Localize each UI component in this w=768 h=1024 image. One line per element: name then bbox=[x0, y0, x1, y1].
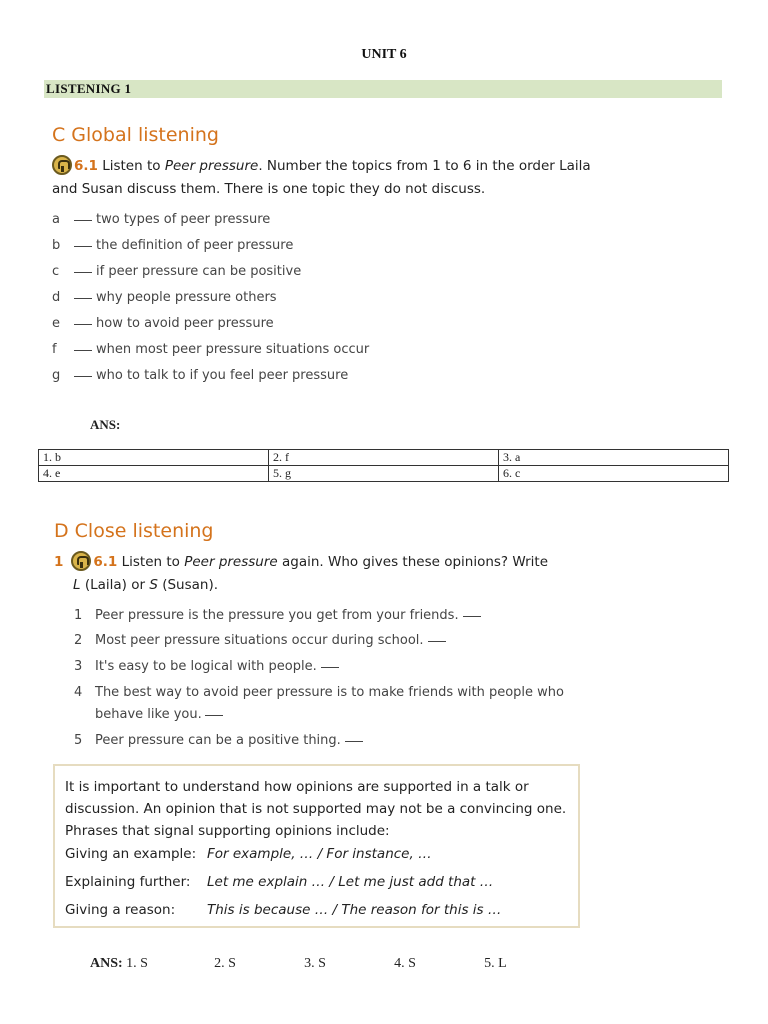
section-band-label: LISTENING 1 bbox=[46, 81, 132, 96]
item-number: 5 bbox=[74, 733, 83, 748]
phrase-example: For example, … / For instance, … bbox=[207, 846, 432, 862]
phrase-row bbox=[65, 874, 493, 890]
phrase-example: This is because … / The reason for this is … bbox=[207, 902, 502, 918]
phrase-row bbox=[65, 846, 432, 862]
answer-blank bbox=[74, 350, 92, 351]
option-text: two types of peer pressure bbox=[96, 212, 271, 227]
option-letter: a bbox=[52, 212, 60, 227]
table-cell: 6. c bbox=[499, 466, 729, 482]
table-cell: 4. e bbox=[39, 466, 269, 482]
close-instructions: 1 6.1 Listen to Peer pressure again. Who gives these opinions? Write L (Laila) or S (Susan). bbox=[54, 551, 654, 597]
answer-blank bbox=[74, 376, 92, 377]
item-number: 1 bbox=[74, 608, 83, 623]
answer-blank bbox=[74, 298, 92, 299]
list-item bbox=[74, 730, 574, 752]
list-item bbox=[52, 238, 293, 253]
option-letter: f bbox=[52, 342, 57, 357]
list-item bbox=[52, 342, 369, 357]
global-instructions: 6.1 Listen to Peer pressure. Number the topics from 1 to 6 in the order Laila and Susan discuss them. There is one topic they do not discuss. bbox=[52, 155, 652, 201]
global-listening-title: C Global listening bbox=[52, 124, 219, 146]
answer-blank bbox=[463, 616, 481, 617]
list-item bbox=[74, 605, 574, 627]
answer-blank bbox=[205, 715, 223, 716]
unit-title: UNIT 6 bbox=[361, 47, 407, 62]
answer-table bbox=[38, 449, 729, 482]
list-item bbox=[52, 368, 348, 383]
table-cell: 1. b bbox=[39, 450, 269, 466]
list-item bbox=[74, 656, 574, 678]
list-item bbox=[52, 290, 277, 305]
list-item bbox=[74, 630, 574, 652]
item-number: 4 bbox=[74, 685, 83, 700]
exercise-number: 1 bbox=[54, 554, 64, 570]
item-number: 2 bbox=[74, 633, 83, 648]
answer-item: 3. S bbox=[304, 956, 326, 971]
list-item bbox=[52, 212, 270, 227]
option-text: how to avoid peer pressure bbox=[96, 316, 274, 331]
list-item bbox=[52, 316, 274, 331]
option-letter: g bbox=[52, 368, 61, 383]
answer-item: 1. S bbox=[126, 956, 148, 971]
option-text: why people pressure others bbox=[96, 290, 277, 305]
list-item bbox=[52, 264, 301, 279]
answer-label: ANS: bbox=[90, 417, 121, 432]
table-row bbox=[39, 450, 729, 466]
item-number: 3 bbox=[74, 659, 83, 674]
option-letter: d bbox=[52, 290, 61, 305]
track-number: 6.1 bbox=[74, 158, 98, 174]
phrase-example: Let me explain … / Let me just add that … bbox=[207, 874, 494, 890]
option-text: if peer pressure can be positive bbox=[96, 264, 302, 279]
item-text: Most peer pressure situations occur during school. bbox=[95, 633, 424, 648]
answer-blank bbox=[428, 641, 446, 642]
track-number: 6.1 bbox=[93, 554, 118, 570]
skill-note-text: It is important to understand how opinions are supported in a talk or discussion. An opinion that is not supported may not be a convincing one. Phrases that signal supporting opinions include: bbox=[65, 779, 567, 839]
list-item bbox=[74, 682, 574, 726]
phrase-label: Giving a reason: bbox=[65, 902, 176, 918]
item-text: Peer pressure is the pressure you get from your friends. bbox=[95, 608, 459, 623]
option-text: who to talk to if you feel peer pressure bbox=[96, 368, 349, 383]
close-listening-title: D Close listening bbox=[54, 520, 214, 542]
answer-blank bbox=[345, 741, 363, 742]
table-cell: 2. f bbox=[269, 450, 499, 466]
answer-item: 4. S bbox=[394, 956, 416, 971]
answer-blank bbox=[74, 220, 92, 221]
option-text: when most peer pressure situations occur bbox=[96, 342, 370, 357]
table-row bbox=[39, 466, 729, 482]
item-text: behave like you. bbox=[95, 707, 202, 722]
item-text: It's easy to be logical with people. bbox=[95, 659, 317, 674]
item-text: Peer pressure can be a positive thing. bbox=[95, 733, 341, 748]
option-text: the definition of peer pressure bbox=[96, 238, 294, 253]
table-cell: 5. g bbox=[269, 466, 499, 482]
answer-blank bbox=[321, 667, 339, 668]
phrase-row bbox=[65, 902, 501, 918]
table-cell: 3. a bbox=[499, 450, 729, 466]
answer-blank bbox=[74, 246, 92, 247]
option-letter: b bbox=[52, 238, 61, 253]
answer-item: 5. L bbox=[484, 956, 507, 971]
close-answers: ANS: 1. S 2. S 3. S 4. S 5. L bbox=[90, 956, 507, 971]
section-band bbox=[44, 80, 722, 98]
phrase-label: Explaining further: bbox=[65, 874, 191, 890]
item-text: The best way to avoid peer pressure is to make friends with people who bbox=[95, 685, 564, 700]
answer-blank bbox=[74, 272, 92, 273]
answer-blank bbox=[74, 324, 92, 325]
audio-icon[interactable] bbox=[52, 155, 72, 175]
option-letter: c bbox=[52, 264, 60, 279]
phrase-label: Giving an example: bbox=[65, 846, 197, 862]
audio-icon[interactable] bbox=[71, 551, 91, 571]
option-letter: e bbox=[52, 316, 60, 331]
answer-item: 2. S bbox=[214, 956, 236, 971]
